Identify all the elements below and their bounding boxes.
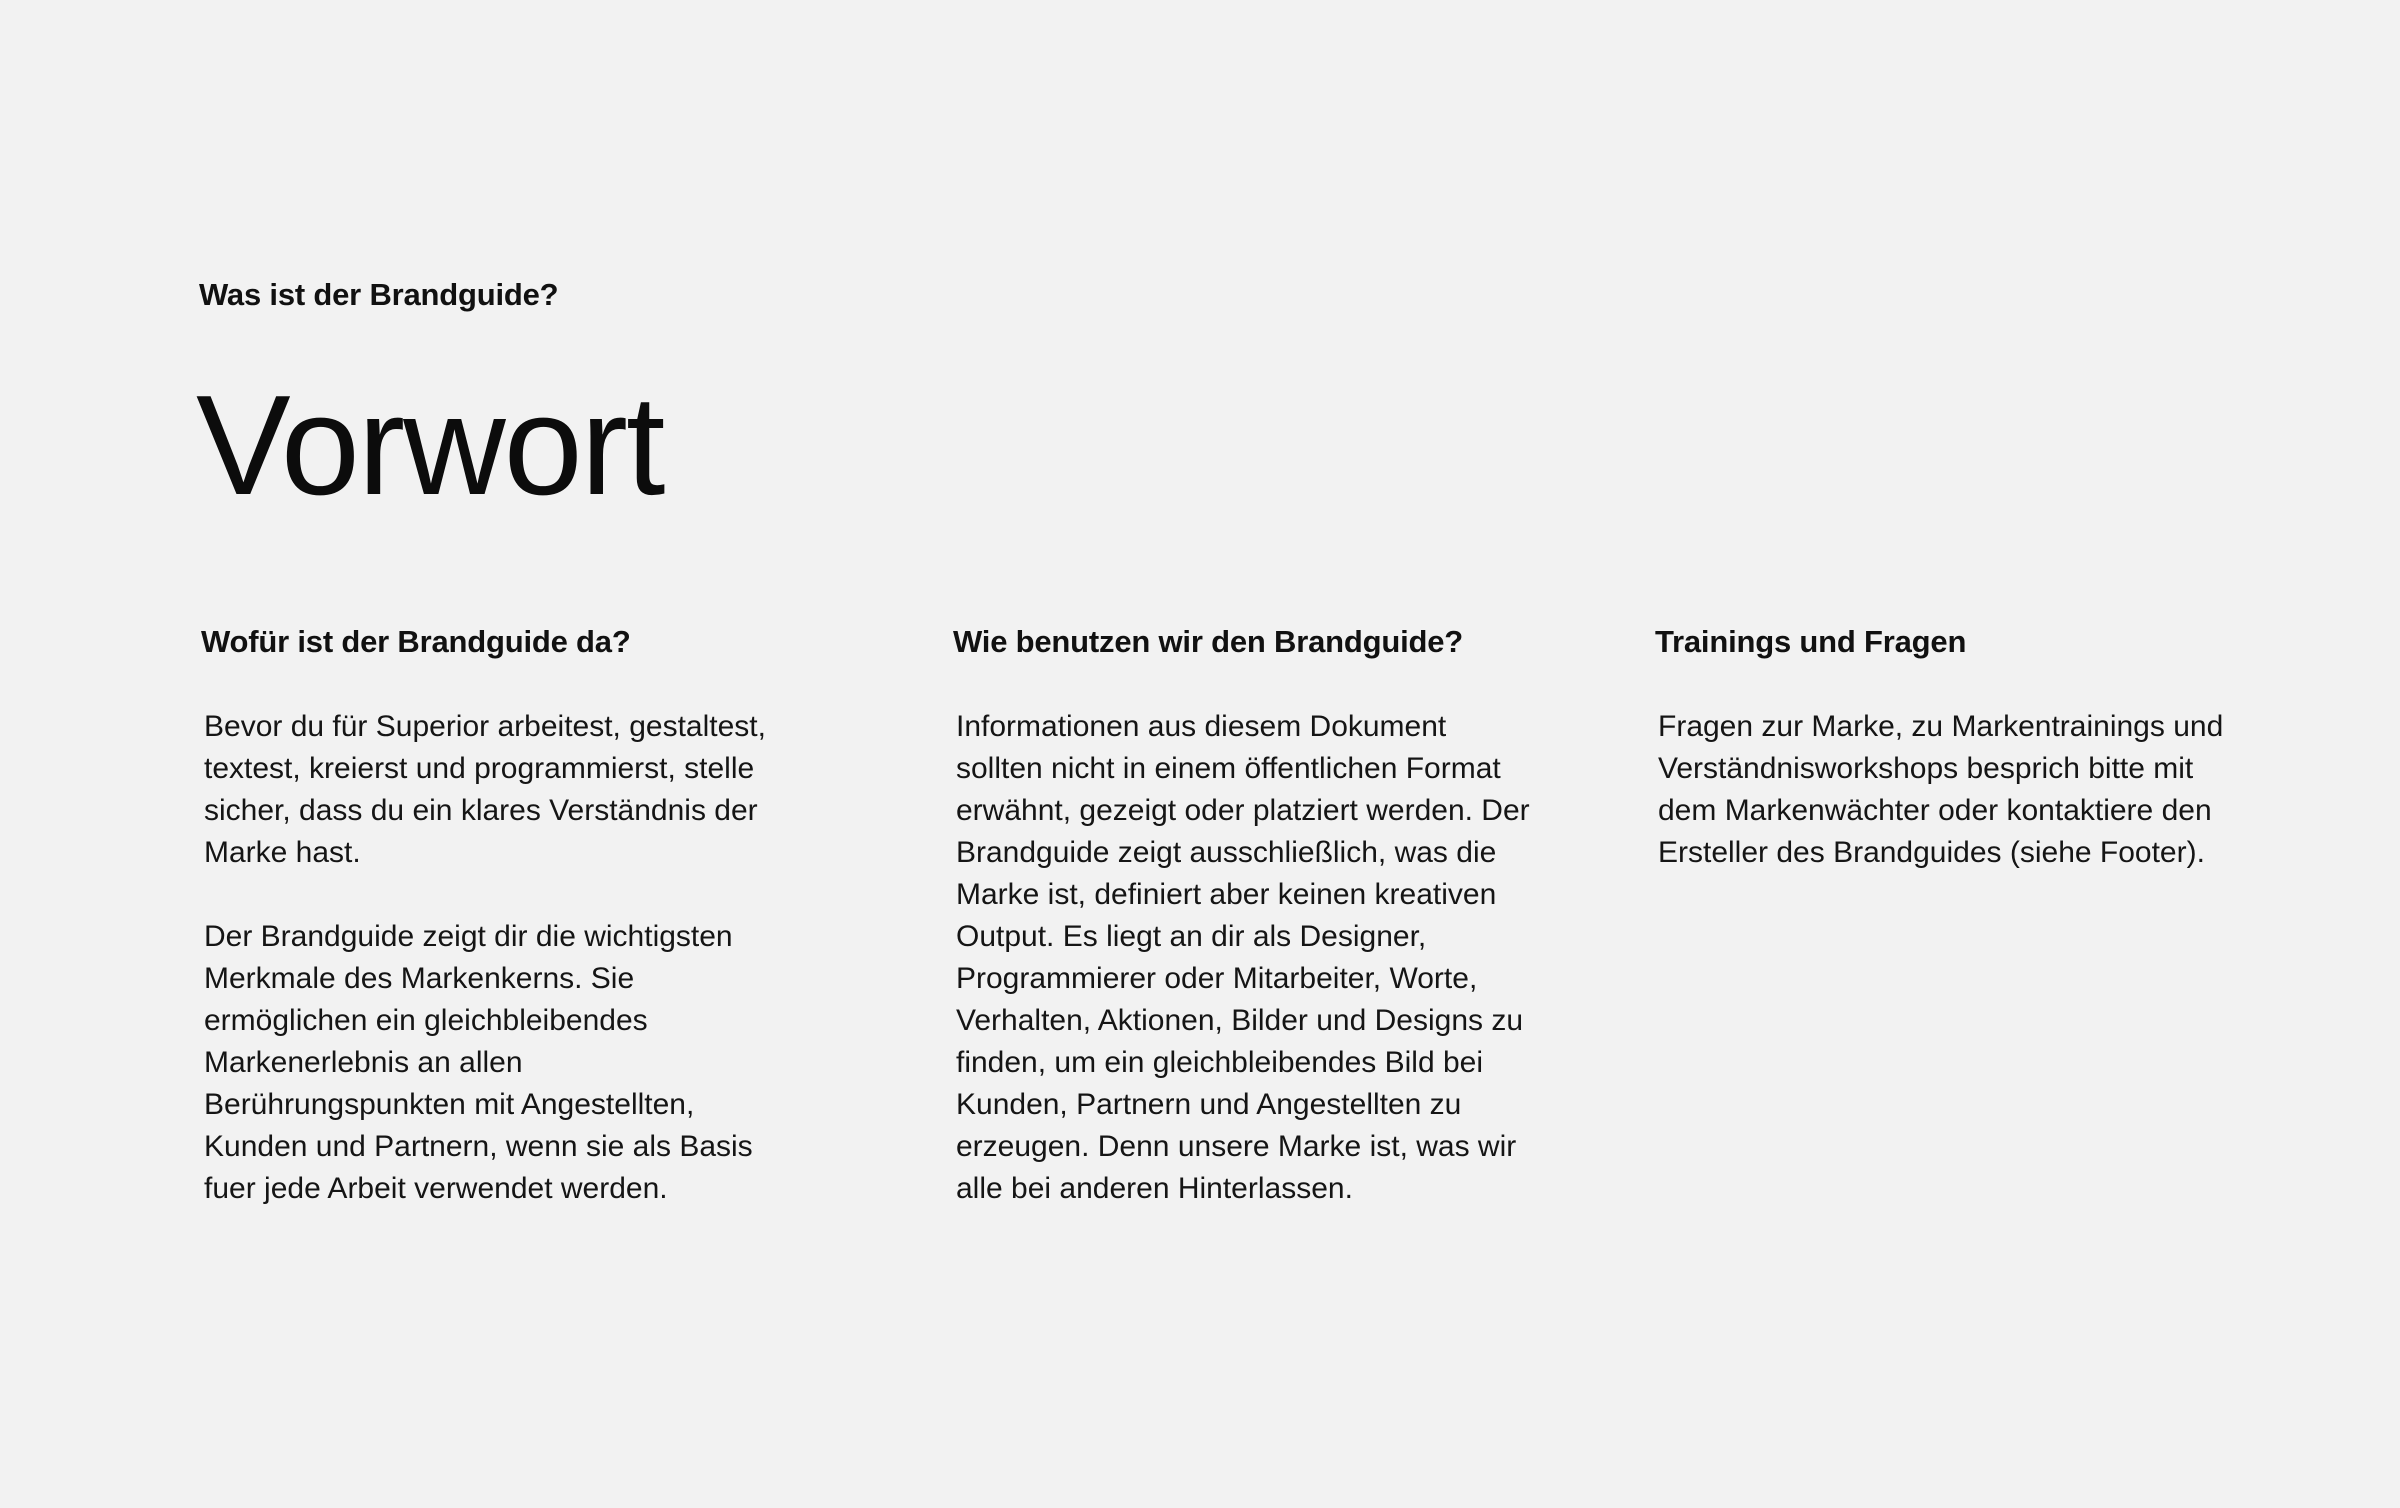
paragraph: Fragen zur Marke, zu Markentrainings und Verständnisworkshops besprich bitte mit dem Markenwächter oder kontaktiere den Ersteller des Brandguides (siehe Footer). xyxy=(1658,710,2224,869)
column-usage xyxy=(953,620,1593,1252)
column-purpose xyxy=(201,620,841,1252)
column-heading: Wie benutzen wir den Brandguide? xyxy=(953,624,1464,659)
section-eyebrow: Was ist der Brandguide? xyxy=(199,277,559,312)
paragraph: Der Brandguide zeigt dir die wichtigsten Merkmale des Markenkerns. Sie ermöglichen ein gleichbleibendes Markenerlebnis an allen Berührungspunkten mit Angestellten, Kunden und Partnern, wenn sie als Basis fuer jede Arbeit verwendet werden. xyxy=(204,920,753,1205)
column-body xyxy=(953,706,1593,1210)
page-title: Vorwort xyxy=(196,366,664,525)
column-heading: Wofür ist der Brandguide da? xyxy=(201,624,631,659)
column-body xyxy=(201,706,841,1210)
paragraph: Bevor du für Superior arbeitest, gestaltest, textest, kreierst und programmierst, stelle sicher, dass du ein klares Verständnis der Marke hast. xyxy=(204,710,766,869)
column-heading: Trainings und Fragen xyxy=(1655,624,1967,659)
column-body xyxy=(1655,706,2255,874)
paragraph: Informationen aus diesem Dokument sollten nicht in einem öffentlichen Format erwähnt, gezeigt oder platziert werden. Der Brandguide zeigt ausschließlich, was die Marke ist, definiert aber keinen kreativen Output. Es liegt an dir als Designer, Programmierer oder Mitarbeiter, Worte, Verhalten, Aktionen, Bilder und Designs zu finden, um ein gleichbleibendes Bild bei Kunden, Partnern und Angestellten zu erzeugen. Denn unsere Marke ist, was wir alle bei anderen Hinterlassen. xyxy=(956,710,1530,1205)
column-trainings xyxy=(1655,620,2255,916)
